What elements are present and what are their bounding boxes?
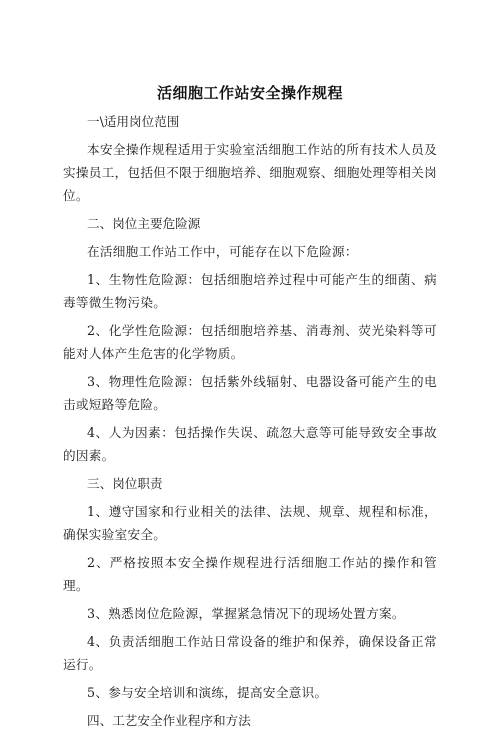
scope-paragraph: 本安全操作规程适用于实验室活细胞工作站的所有技术人员及实操员工，包括但不限于细胞培养、细胞观察、细胞处理等相关岗位。 [63, 142, 437, 203]
responsibility-item-2: 2、严格按照本安全操作规程进行活细胞工作站的操作和管理。 [63, 555, 437, 593]
hazard-item-biological: 1、生物性危险源：包括细胞培养过程中可能产生的细菌、病毒等微生物污染。 [63, 272, 437, 310]
document-body [63, 110, 437, 732]
responsibility-item-1: 1、遵守国家和行业相关的法律、法规、规章、规程和标准，确保实验室安全。 [63, 504, 437, 542]
document-title: 活细胞工作站安全操作规程 [156, 84, 343, 102]
section-heading-hazards: 二、岗位主要危险源 [87, 216, 201, 231]
section-heading-procedures: 四、工艺安全作业程序和方法 [87, 713, 251, 728]
hazard-item-chemical: 2、化学性危险源：包括细胞培养基、消毒剂、荧光染料等可能对人体产生危害的化学物质。 [63, 323, 437, 361]
responsibility-item-4: 4、负责活细胞工作站日常设备的维护和保养，确保设备正常运行。 [63, 634, 437, 672]
hazard-item-physical: 3、物理性危险源：包括紫外线辐射、电器设备可能产生的电击或短路等危险。 [63, 374, 437, 412]
hazards-intro-paragraph: 在活细胞工作站工作中，可能存在以下危险源： [87, 244, 358, 259]
responsibility-item-3: 3、熟悉岗位危险源，掌握紧急情况下的现场处置方案。 [87, 606, 405, 621]
section-heading-scope: 一\适用岗位范围 [87, 114, 180, 129]
section-heading-responsibilities: 三、岗位职责 [87, 476, 163, 491]
hazard-item-human-factor: 4、人为因素：包括操作失误、疏忽大意等可能导致安全事故的因素。 [63, 425, 437, 463]
responsibility-item-5: 5、参与安全培训和演练，提高安全意识。 [87, 685, 328, 700]
